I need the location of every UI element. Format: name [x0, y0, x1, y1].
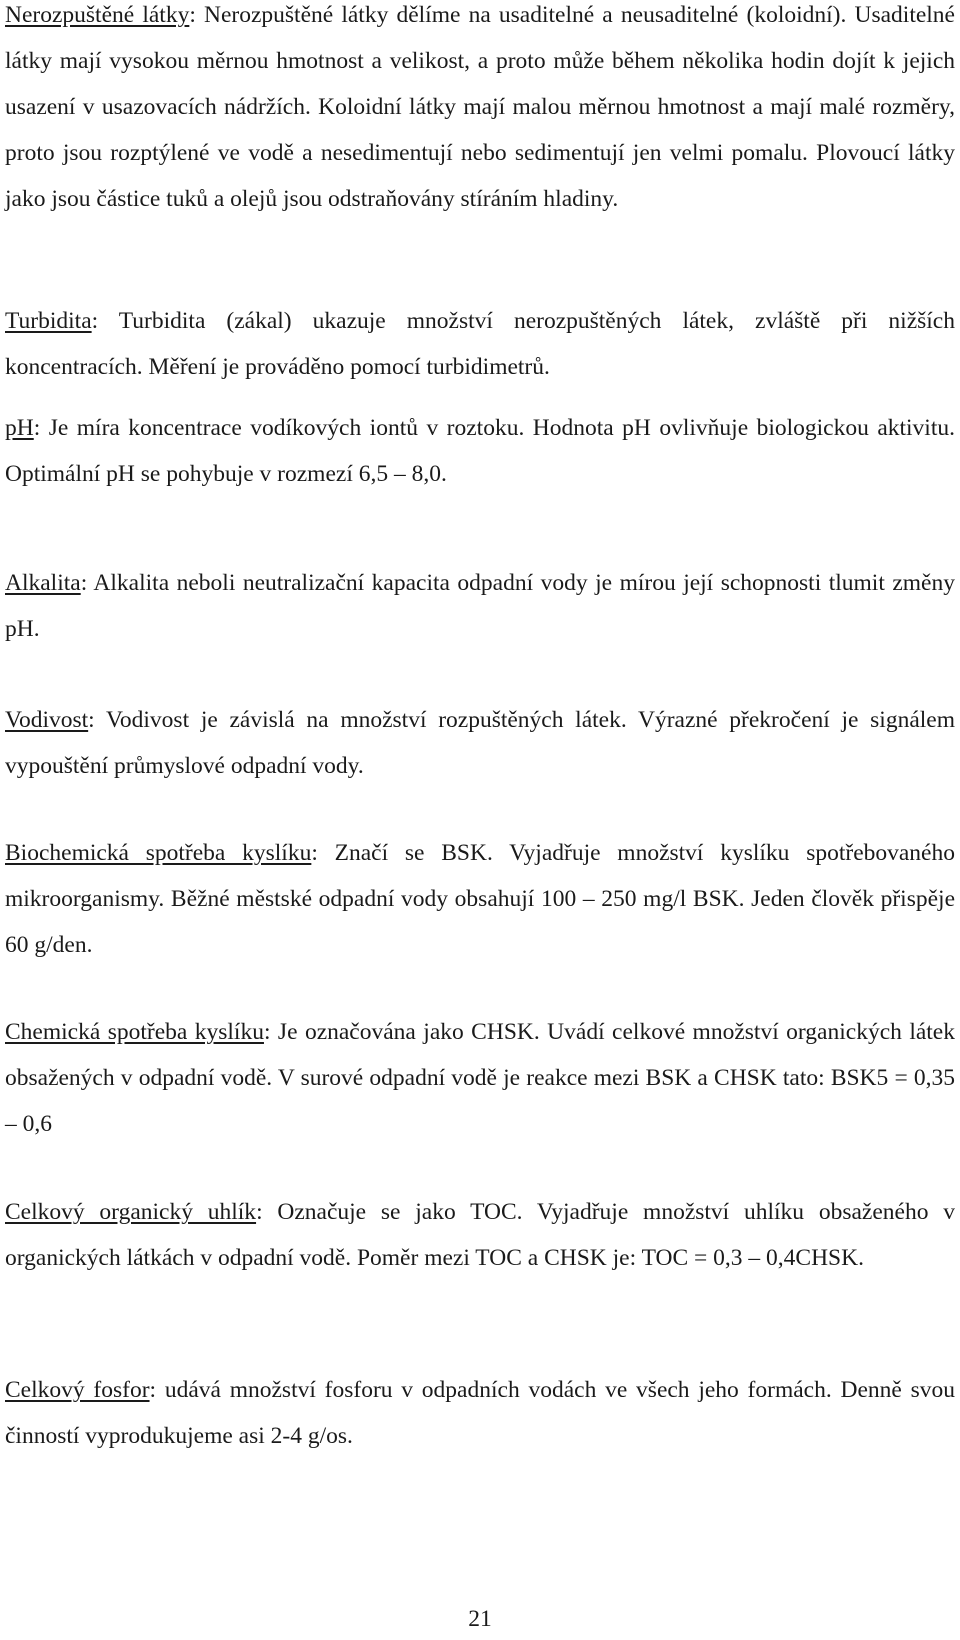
term-biochemicka-spotreba-kysliku: Biochemická spotřeba kyslíku	[5, 840, 312, 866]
paragraph-toc	[5, 1189, 955, 1281]
term-nerozpustene-latky: Nerozpuštěné látky	[5, 2, 190, 28]
term-ph: pH	[5, 415, 34, 441]
term-vodivost: Vodivost	[5, 707, 89, 733]
page-number: 21	[468, 1606, 492, 1632]
paragraph-text: : Nerozpuštěné látky dělíme na usaditelné a neusaditelné (koloidní). Usaditelné látky mají vysokou měrnou hmotnost a velikost, a proto může během několika hodin dojít k jejich usazení v usazovacích nádržích. Koloidní látky mají malou měrnou hmotnost a mají malé rozměry, proto jsou rozptýlené ve vodě a nesedimentují nebo sedimentují jen velmi pomalu. Plovoucí látky jako jsou částice tuků a olejů jsou odstraňovány stíráním hladiny.	[5, 2, 955, 212]
paragraph-text: : Vodivost je závislá na množství rozpuštěných látek. Výrazné překročení je signálem vypouštění průmyslové odpadní vody.	[5, 707, 955, 779]
paragraph-chsk	[5, 1009, 955, 1147]
term-alkalita: Alkalita	[5, 570, 81, 596]
paragraph-bsk	[5, 830, 955, 968]
paragraph-text: : Alkalita neboli neutralizační kapacita odpadní vody je mírou její schopnosti tlumit změny pH.	[5, 570, 955, 642]
paragraph-text: : Je označována jako CHSK. Uvádí celkové množství organických látek obsažených v odpadní vodě. V surové odpadní vodě je reakce mezi BSK a CHSK tato: BSK5 = 0,35 – 0,6	[5, 1019, 955, 1137]
paragraph-vodivost	[5, 697, 955, 789]
paragraph-turbidita	[5, 298, 955, 390]
paragraph-alkalita	[5, 560, 955, 652]
paragraph-text: : Turbidita (zákal) ukazuje množství nerozpuštěných látek, zvláště při nižších koncentracích. Měření je prováděno pomocí turbidimetrů.	[5, 308, 955, 380]
term-chemicka-spotreba-kysliku: Chemická spotřeba kyslíku	[5, 1019, 264, 1045]
paragraph-nerozpustene-latky	[5, 0, 955, 222]
paragraph-text: : Je míra koncentrace vodíkových iontů v roztoku. Hodnota pH ovlivňuje biologickou aktivitu. Optimální pH se pohybuje v rozmezí 6,5 – 8,0.	[5, 415, 955, 487]
paragraph-text: : udává množství fosforu v odpadních vodách ve všech jeho formách. Denně svou činností vyprodukujeme asi 2-4 g/os.	[5, 1377, 955, 1449]
paragraph-text: : Označuje se jako TOC. Vyjadřuje množství uhlíku obsaženého v organických látkách v odpadní vodě. Poměr mezi TOC a CHSK je: TOC = 0,3 – 0,4CHSK.	[5, 1199, 955, 1271]
paragraph-celkovy-fosfor	[5, 1367, 955, 1459]
paragraph-text: : Značí se BSK. Vyjadřuje množství kyslíku spotřebovaného mikroorganismy. Běžné městské odpadní vody obsahují 100 – 250 mg/l BSK. Jeden člověk přispěje 60 g/den.	[5, 840, 955, 958]
paragraph-ph	[5, 405, 955, 497]
term-celkovy-fosfor: Celkový fosfor	[5, 1377, 150, 1403]
term-celkovy-organicky-uhlik: Celkový organický uhlík	[5, 1199, 257, 1225]
term-turbidita: Turbidita	[5, 308, 92, 334]
